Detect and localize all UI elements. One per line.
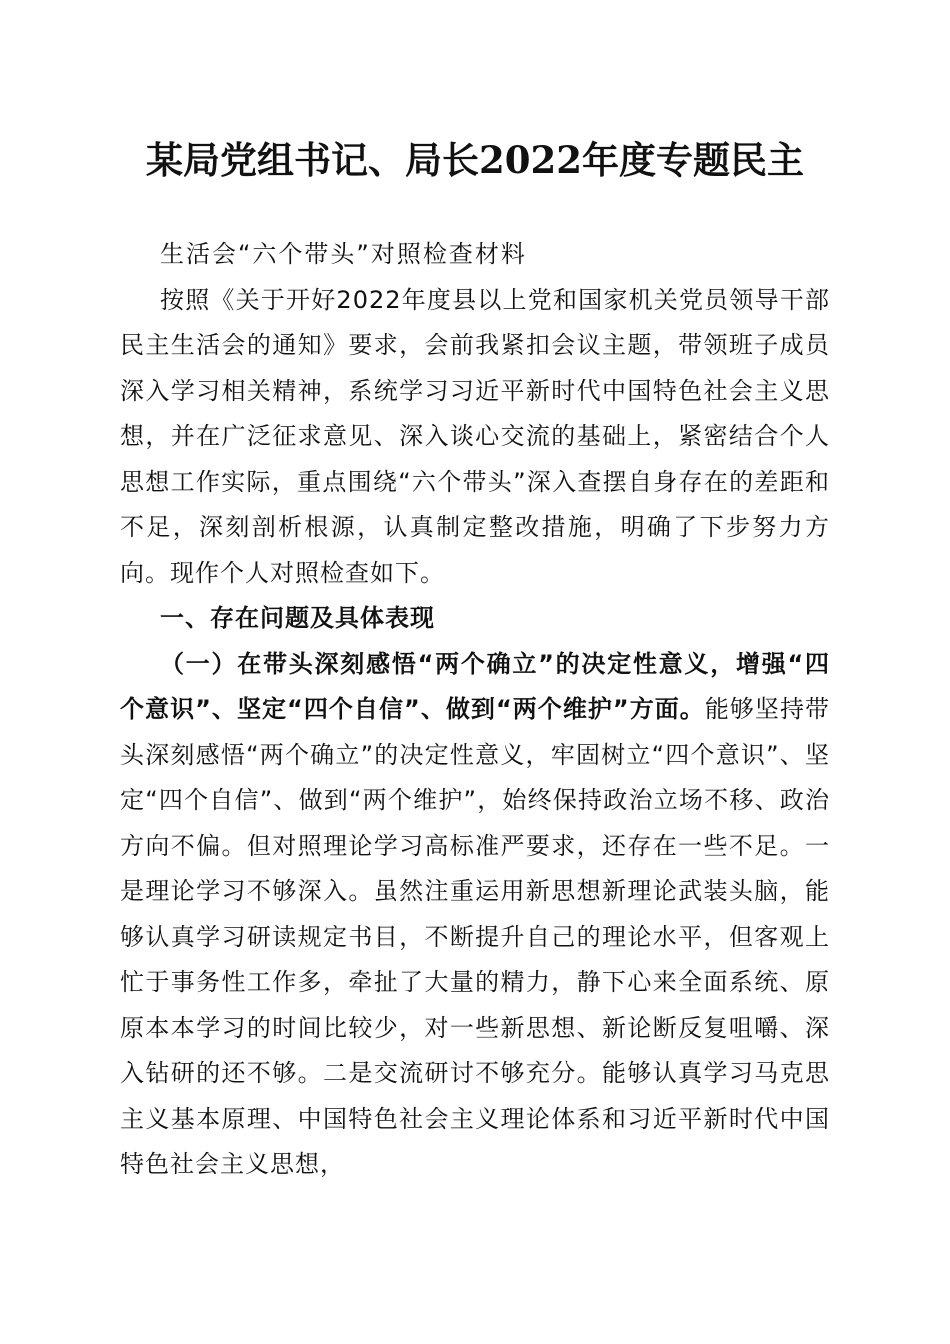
section-heading: 一、存在问题及具体表现 xyxy=(160,604,435,632)
subsection-heading: （一）在带头深刻感悟“两个确立”的决定性意义，增强“四个意识”、坚定“四个自信”、做到“两个维护”方面。 xyxy=(120,649,830,723)
document-title: 某局党组书记、局长2022年度专题民主 xyxy=(146,138,804,182)
document-body xyxy=(120,232,830,1188)
intro-paragraph: 按照《关于开好2022年度县以上党和国家机关党员领导干部民主生活会的通知》要求，会前我紧扣会议主题，带领班子成员深入学习相关精神，系统学习习近平新时代中国特色社会主义思想，并在广泛征求意见、深入谈心交流的基础上，紧密结合个人思想工作实际，重点围绕“六个带头”深入查摆自身存在的差距和不足，深刻剖析根源，认真制定整改措施，明确了下步努力方向。现作个人对照检查如下。 xyxy=(120,285,830,587)
subsection-body: 能够坚持带头深刻感悟“两个确立”的决定性意义，牢固树立“四个意识”、坚定“四个自信”、做到“两个维护”，始终保持政治立场不移、政治方向不偏。但对照理论学习高标准严要求，还存在一些不足。一是理论学习不够深入。虽然注重运用新思想新理论武装头脑，能够认真学习研读规定书目，不断提升自己的理论水平，但客观上忙于事务性工作多，牵扯了大量的精力，静下心来全面系统、原原本本学习的时间比较少，对一些新思想、新论断反复咀嚼、深入钻研的还不够。二是交流研讨不够充分。能够认真学习马克思主义基本原理、中国特色社会主义理论体系和习近平新时代中国特色社会主义思想， xyxy=(120,695,830,1178)
subsection-paragraph xyxy=(120,642,830,1188)
document-subtitle: 生活会“六个带头”对照检查材料 xyxy=(160,240,527,268)
